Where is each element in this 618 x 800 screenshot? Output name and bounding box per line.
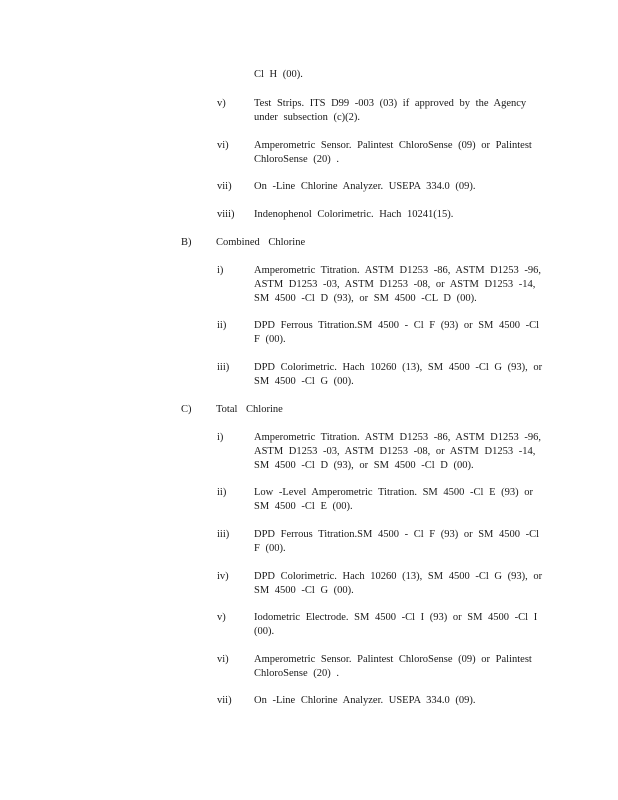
list-item-number: vi) <box>217 140 229 151</box>
list-item-text: DPD Colorimetric. Hach 10260 (13), SM 4500 -Cl G (93), or SM 4500 -Cl G (00). <box>254 571 543 596</box>
list-item-number: vi) <box>217 654 229 665</box>
list-item-number: iii) <box>217 362 230 373</box>
list-item-text: Iodometric Electrode. SM 4500 -Cl I (93) or SM 4500 -Cl I (00). <box>254 612 538 637</box>
list-item-number: i) <box>217 432 224 443</box>
list-item-text: Amperometric Sensor. Palintest ChloroSense (09) or Palintest ChloroSense (20) . <box>254 140 532 165</box>
list-item-text: DPD Ferrous Titration.SM 4500 - Cl F (93) or SM 4500 -Cl F (00). <box>254 529 540 554</box>
section-letter: C) <box>181 404 192 415</box>
section-title: Combined Chlorine <box>216 237 306 248</box>
list-item-number: ii) <box>217 487 227 498</box>
list-item-text: DPD Ferrous Titration.SM 4500 - Cl F (93) or SM 4500 -Cl F (00). <box>254 320 540 345</box>
list-item-text: On -Line Chlorine Analyzer. USEPA 334.0 (09). <box>254 695 476 706</box>
list-item-number: iii) <box>217 529 230 540</box>
list-item-number: vii) <box>217 695 232 706</box>
list-item-text: DPD Colorimetric. Hach 10260 (13), SM 4500 -Cl G (93), or SM 4500 -Cl G (00). <box>254 362 543 387</box>
continuation-text: Cl H (00). <box>254 69 303 80</box>
list-item-text: On -Line Chlorine Analyzer. USEPA 334.0 (09). <box>254 181 476 192</box>
section-letter: B) <box>181 237 192 248</box>
list-item-number: ii) <box>217 320 227 331</box>
list-item-number: v) <box>217 612 226 623</box>
list-item-number: viii) <box>217 209 235 220</box>
list-item-number: v) <box>217 98 226 109</box>
list-item-text: Amperometric Titration. ASTM D1253 -86, ASTM D1253 -96, ASTM D1253 -03, ASTM D1253 -08, or ASTM D1253 -14, SM 4500 -Cl D (93), or SM 4500 -CL D (00). <box>254 265 542 304</box>
list-item-number: vii) <box>217 181 232 192</box>
list-item-text: Amperometric Titration. ASTM D1253 -86, ASTM D1253 -96, ASTM D1253 -03, ASTM D1253 -08, or ASTM D1253 -14, SM 4500 -Cl D (93), or SM 4500 -Cl D (00). <box>254 432 542 471</box>
list-item-text: Amperometric Sensor. Palintest ChloroSense (09) or Palintest ChloroSense (20) . <box>254 654 532 679</box>
list-item-number: iv) <box>217 571 229 582</box>
section-title: Total Chlorine <box>216 404 283 415</box>
list-item-text: Low -Level Amperometric Titration. SM 4500 -Cl E (93) or SM 4500 -Cl E (00). <box>254 487 533 512</box>
list-item-number: i) <box>217 265 224 276</box>
list-item-text: Test Strips. ITS D99 -003 (03) if approved by the Agency under subsection (c)(2). <box>254 98 527 123</box>
list-item-text: Indenophenol Colorimetric. Hach 10241(15). <box>254 209 454 220</box>
